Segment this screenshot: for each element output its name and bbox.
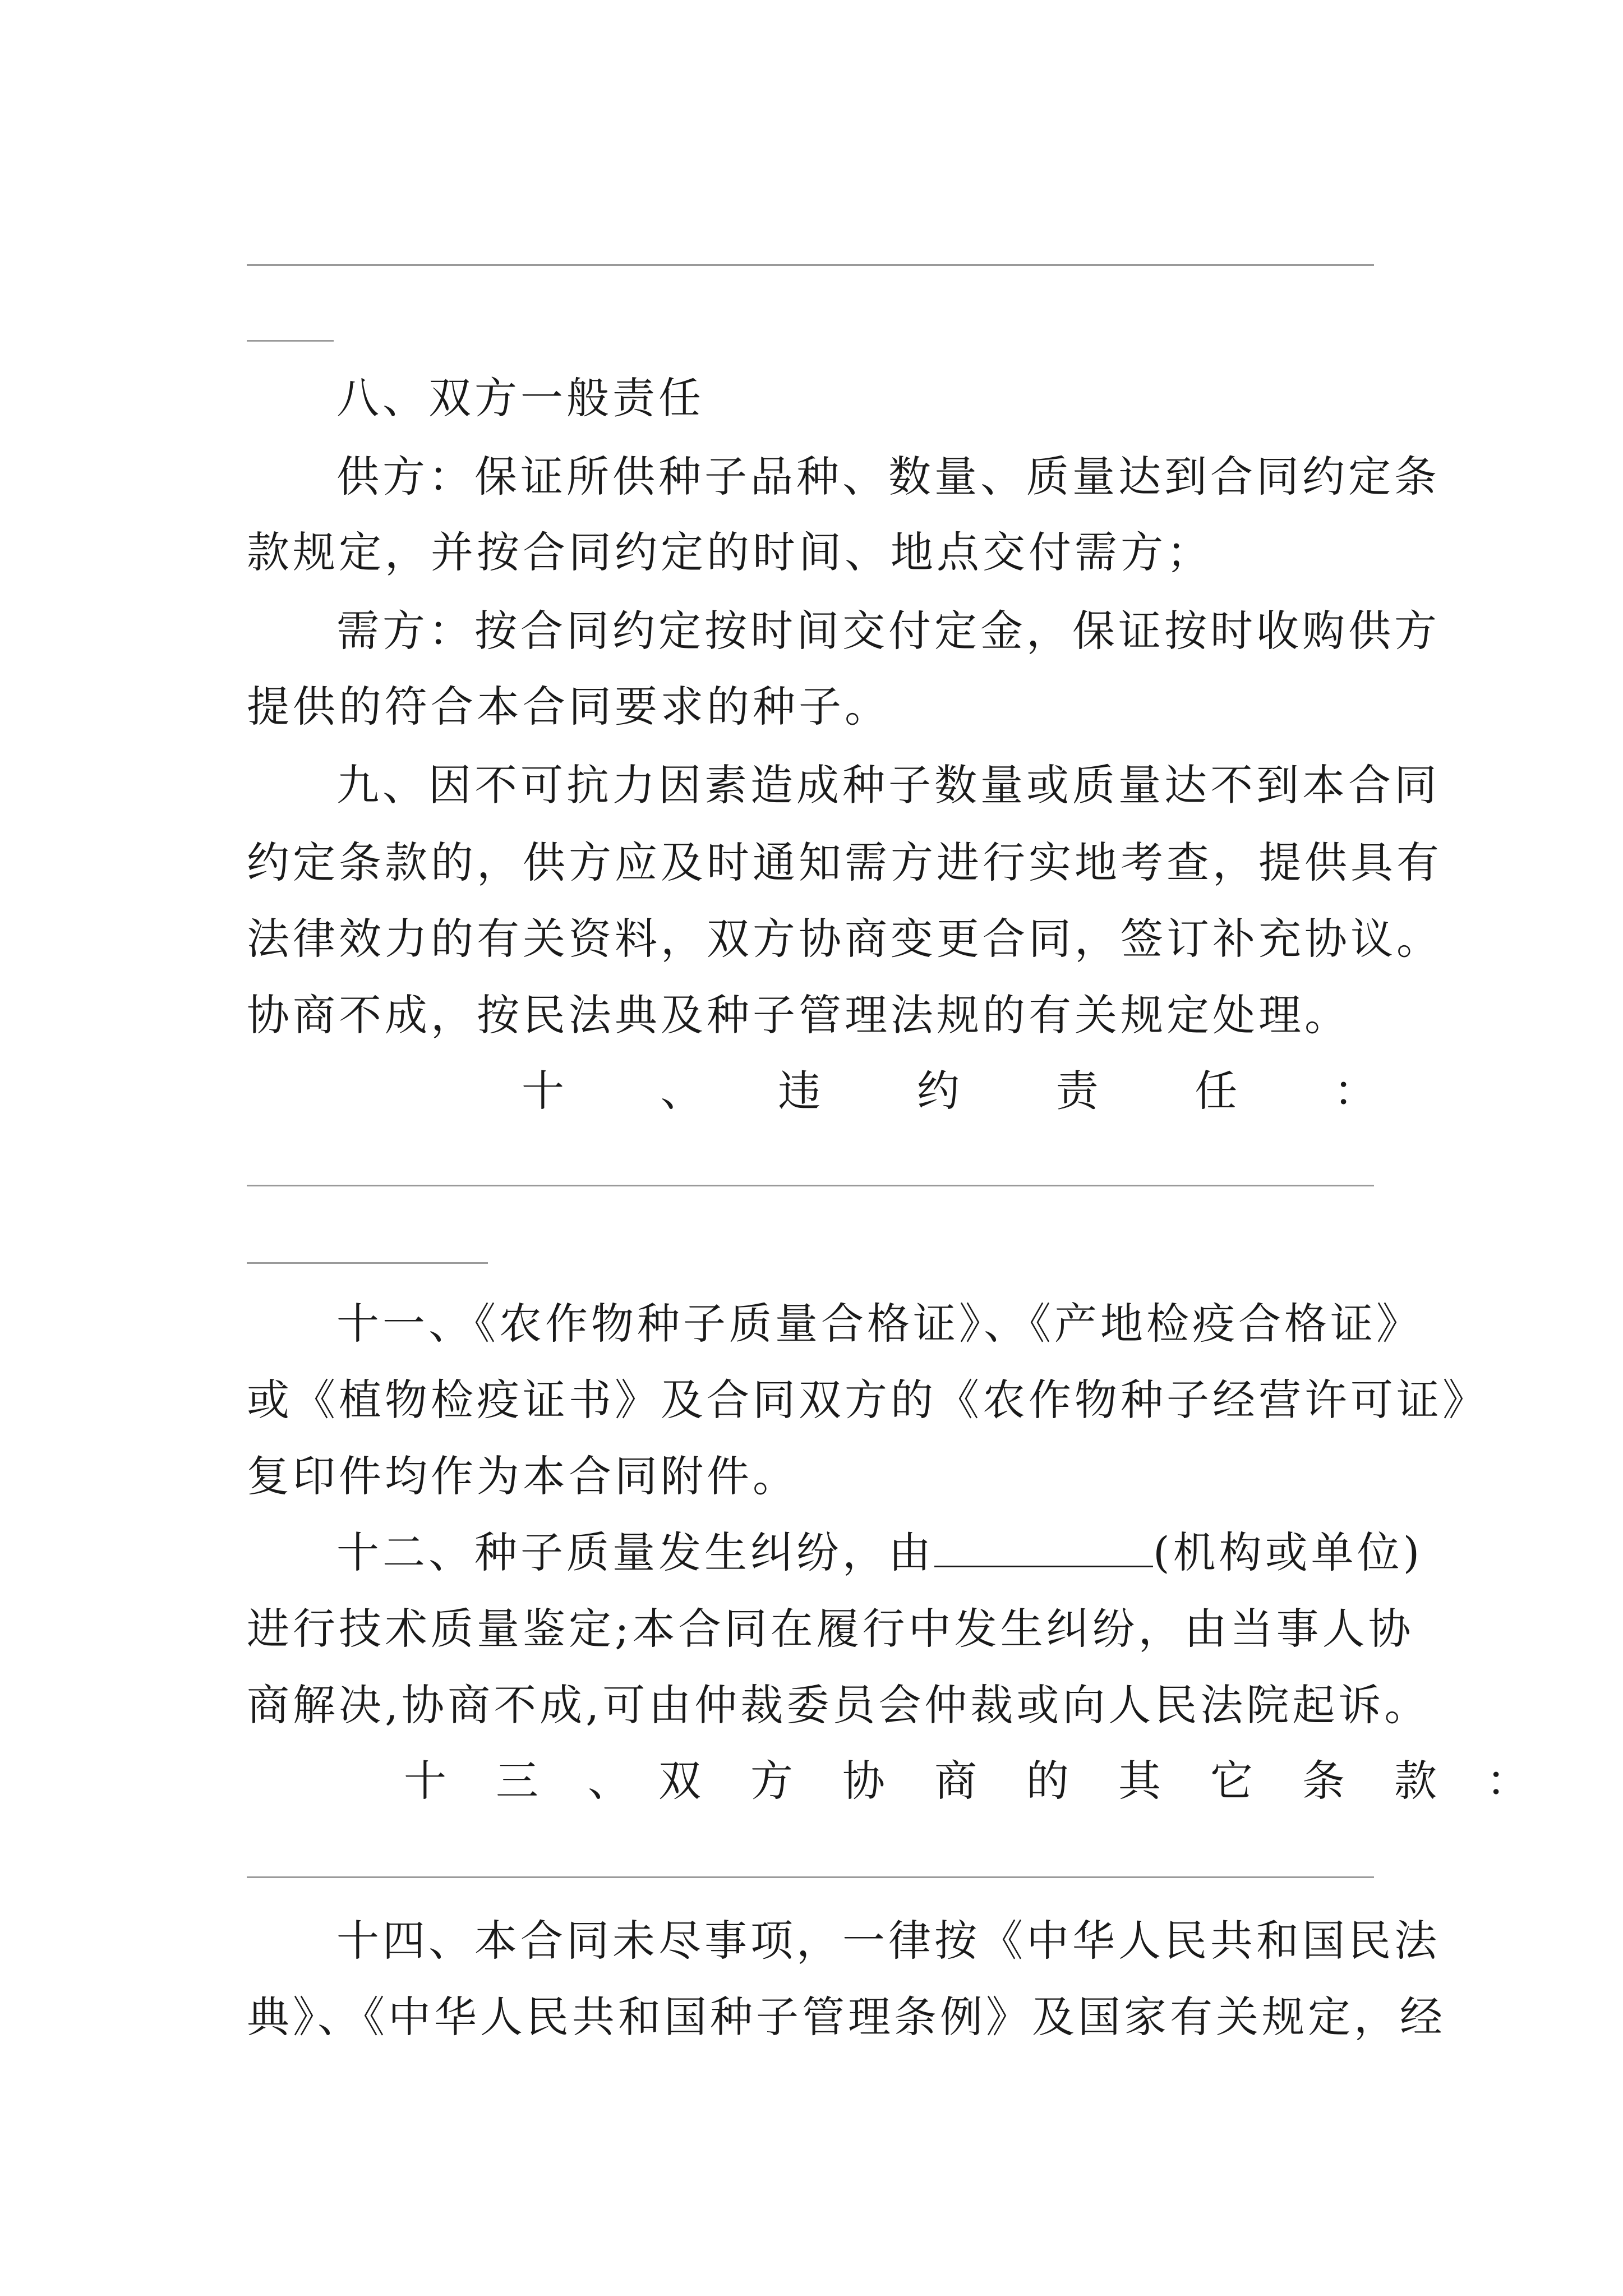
clause-12-text: 十二、种子质量发生纠纷，由: [336, 1527, 934, 1577]
clause-10-heading: 十 、 违 约 责 任 ：: [522, 1066, 1380, 1116]
clause-12-line-1: [336, 1525, 1423, 1581]
clause-9-line-3: 法律效力的有关资料，双方协商变更合同，签订补充协议。: [247, 914, 1442, 964]
clause-11-line-3: 复印件均作为本合同附件。: [247, 1451, 799, 1501]
clause-11-line-2: 或《植物检疫证书》及合同双方的《农作物种子经营许可证》: [247, 1375, 1488, 1425]
clause-12-suffix: (机构或单位): [1153, 1527, 1423, 1577]
fill-in-line: [247, 1876, 1374, 1878]
clause-14-line-1: 十四、本合同未尽事项，一律按《中华人民共和国民法: [336, 1916, 1440, 1966]
clause-8-buyer-line-1: 需方：按合同约定按时间交付定金，保证按时收购供方: [336, 606, 1440, 656]
clause-13-heading: 十 三 、 双 方 协 商 的 其 它 条 款 ：: [404, 1756, 1532, 1806]
clause-12-line-2: 进行技术质量鉴定;本合同在履行中发生纠纷，由当事人协: [247, 1604, 1414, 1654]
clause-9-line-2: 约定条款的，供方应及时通知需方进行实地考查，提供具有: [247, 838, 1442, 887]
fill-in-line: [247, 1185, 1374, 1186]
fill-in-line-short: [247, 1262, 488, 1264]
clause-12-line-3: 商解决,协商不成,可由仲裁委员会仲裁或向人民法院起诉。: [247, 1680, 1431, 1730]
clause-11-line-1: 十一、《农作物种子质量合格证》、《产地检疫合格证》: [336, 1299, 1422, 1349]
clause-8-supplier-line-1: 供方：保证所供种子品种、数量、质量达到合同约定条: [336, 452, 1440, 501]
clause-8-heading: 八、双方一般责任: [336, 373, 704, 423]
clause-8-buyer-line-2: 提供的符合本合同要求的种子。: [247, 682, 891, 731]
clause-9-line-4: 协商不成，按民法典及种子管理法规的有关规定处理。: [247, 990, 1350, 1040]
fill-in-line: [247, 264, 1374, 266]
clause-8-supplier-line-2: 款规定，并按合同约定的时间、地点交付需方；: [247, 527, 1212, 577]
fill-in-line-short: [247, 340, 334, 342]
clause-9-line-1: 九、因不可抗力因素造成种子数量或质量达不到本合同: [336, 760, 1440, 810]
blank-field-institution[interactable]: [934, 1526, 1153, 1567]
clause-14-line-2: 典》、《中华人民共和国种子管理条例》及国家有关规定，经: [247, 1992, 1446, 2042]
